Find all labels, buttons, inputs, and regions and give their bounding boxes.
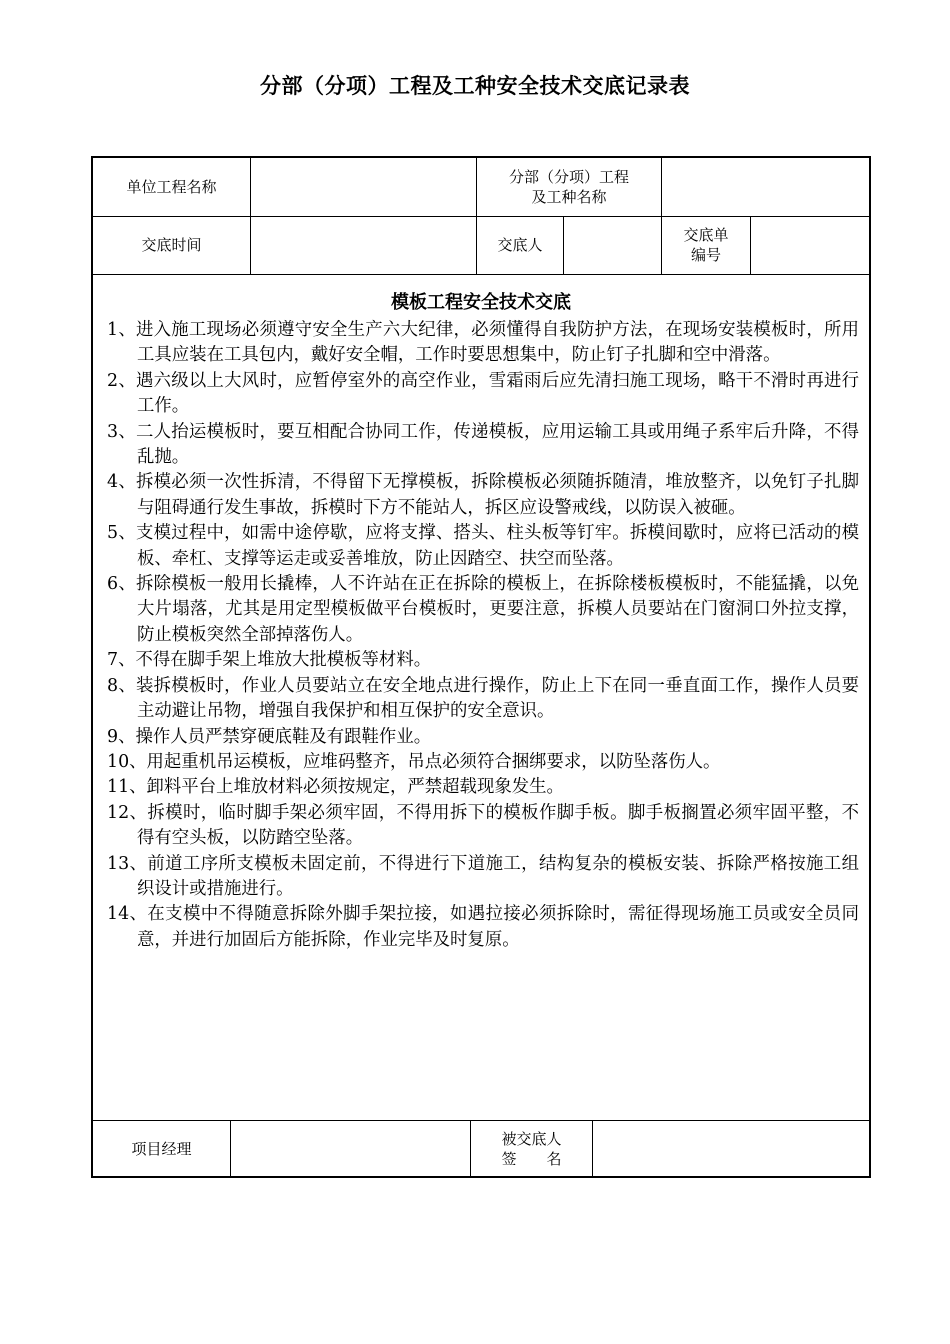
safety-item: 1、进入施工现场必须遵守安全生产六大纪律，必须懂得自我防护方法，在现场安装模板时，所用工具应装在工具包内，戴好安全帽，工作时要思想集中，防止钉子扎脚和空中滑落。 — [107, 320, 859, 366]
number-field[interactable] — [751, 216, 869, 274]
date-label: 交底时间 — [141, 236, 202, 254]
footer-row — [93, 1121, 869, 1176]
safety-item: 12、拆模时，临时脚手架必须牢固，不得用拆下的模板作脚手板。脚手板搁置必须牢固平整，不得有空头板，以防踏空坠落。 — [107, 802, 859, 849]
safety-item: 5、支模过程中，如需中途停歇，应将支撑、搭头、柱头板等钉牢。拆模间歇时，应将已活动的模板、牵杠、支撑等运走或妥善堆放，防止因踏空、扶空而坠落。 — [107, 523, 859, 569]
date-field[interactable] — [251, 216, 476, 274]
discloser-field[interactable] — [564, 216, 661, 274]
number-label-line2: 编号 — [690, 246, 721, 264]
unit-project-label: 单位工程名称 — [126, 178, 217, 196]
recipient-label-line2: 签 名 — [501, 1149, 562, 1168]
disclosure-content — [93, 276, 869, 1121]
safety-item: 9、操作人员严禁穿硬底鞋及有跟鞋作业。 — [107, 726, 432, 747]
header-row-1 — [93, 158, 869, 217]
safety-item: 13、前道工序所支模板未固定前，不得进行下道施工，结构复杂的模板安装、拆除严格按施工组织设计或措施进行。 — [107, 853, 859, 899]
safety-item: 8、装拆模板时，作业人员要站立在安全地点进行操作，防止上下在同一垂直面工作，操作人员要主动避让吊物，增强自我保护和相互保护的安全意识。 — [107, 675, 859, 722]
safety-item: 11、卸料平台上堆放材料必须按规定，严禁超载现象发生。 — [107, 777, 564, 798]
content-title: 模板工程安全技术交底 — [391, 292, 571, 313]
number-label — [662, 216, 750, 274]
safety-items-list — [93, 318, 869, 953]
header-row-2 — [93, 216, 869, 275]
safety-item: 6、拆除模板一般用长撬棒，人不许站在正在拆除的模板上，在拆除楼板模板时，不能猛撬，以免大片塌落，尤其是用定型模板做平台模板时，更要注意，拆模人员要站在门窗洞口外拉支撑，防止模板突然全部掉落伤人。 — [107, 574, 859, 645]
disclosure-form — [91, 156, 871, 1178]
subproject-label — [477, 158, 661, 216]
safety-item: 14、在支模中不得随意拆除外脚手架拉接，如遇拉接必须拆除时，需征得现场施工员或安全员同意，并进行加固后方能拆除，作业完毕及时复原。 — [107, 904, 859, 950]
safety-item: 4、拆模必须一次性拆清，不得留下无撑模板，拆除模板必须随拆随清，堆放整齐，以免钉子扎脚与阻碍通行发生事故，拆模时下方不能站人，拆区应设警戒线，以防误入被砸。 — [107, 472, 859, 518]
number-label-line1: 交底单 — [683, 226, 729, 244]
subproject-field[interactable] — [662, 158, 869, 216]
safety-item: 10、用起重机吊运模板，应堆码整齐，吊点必须符合捆绑要求，以防坠落伤人。 — [107, 751, 721, 772]
manager-signature-field[interactable] — [231, 1121, 470, 1176]
discloser-label: 交底人 — [497, 236, 543, 254]
safety-item: 3、二人抬运模板时，要互相配合协同工作，传递模板，应用运输工具或用绳子系牢后升降，不得乱抛。 — [107, 421, 859, 468]
safety-item: 2、遇六级以上大风时，应暂停室外的高空作业，雪霜雨后应先清扫施工现场，略干不滑时再进行工作。 — [107, 370, 859, 417]
form-title: 分部（分项）工程及工种安全技术交底记录表 — [260, 74, 690, 98]
recipient-signature-field[interactable] — [593, 1121, 869, 1176]
recipient-label-line1: 被交底人 — [501, 1129, 562, 1148]
recipient-label — [471, 1121, 592, 1176]
unit-project-field[interactable] — [251, 158, 476, 216]
manager-label: 项目经理 — [131, 1139, 192, 1158]
subproject-label-line2: 及工种名称 — [531, 188, 607, 206]
subproject-label-line1: 分部（分项）工程 — [508, 168, 629, 186]
safety-item: 7、不得在脚手架上堆放大批模板等材料。 — [107, 650, 432, 671]
